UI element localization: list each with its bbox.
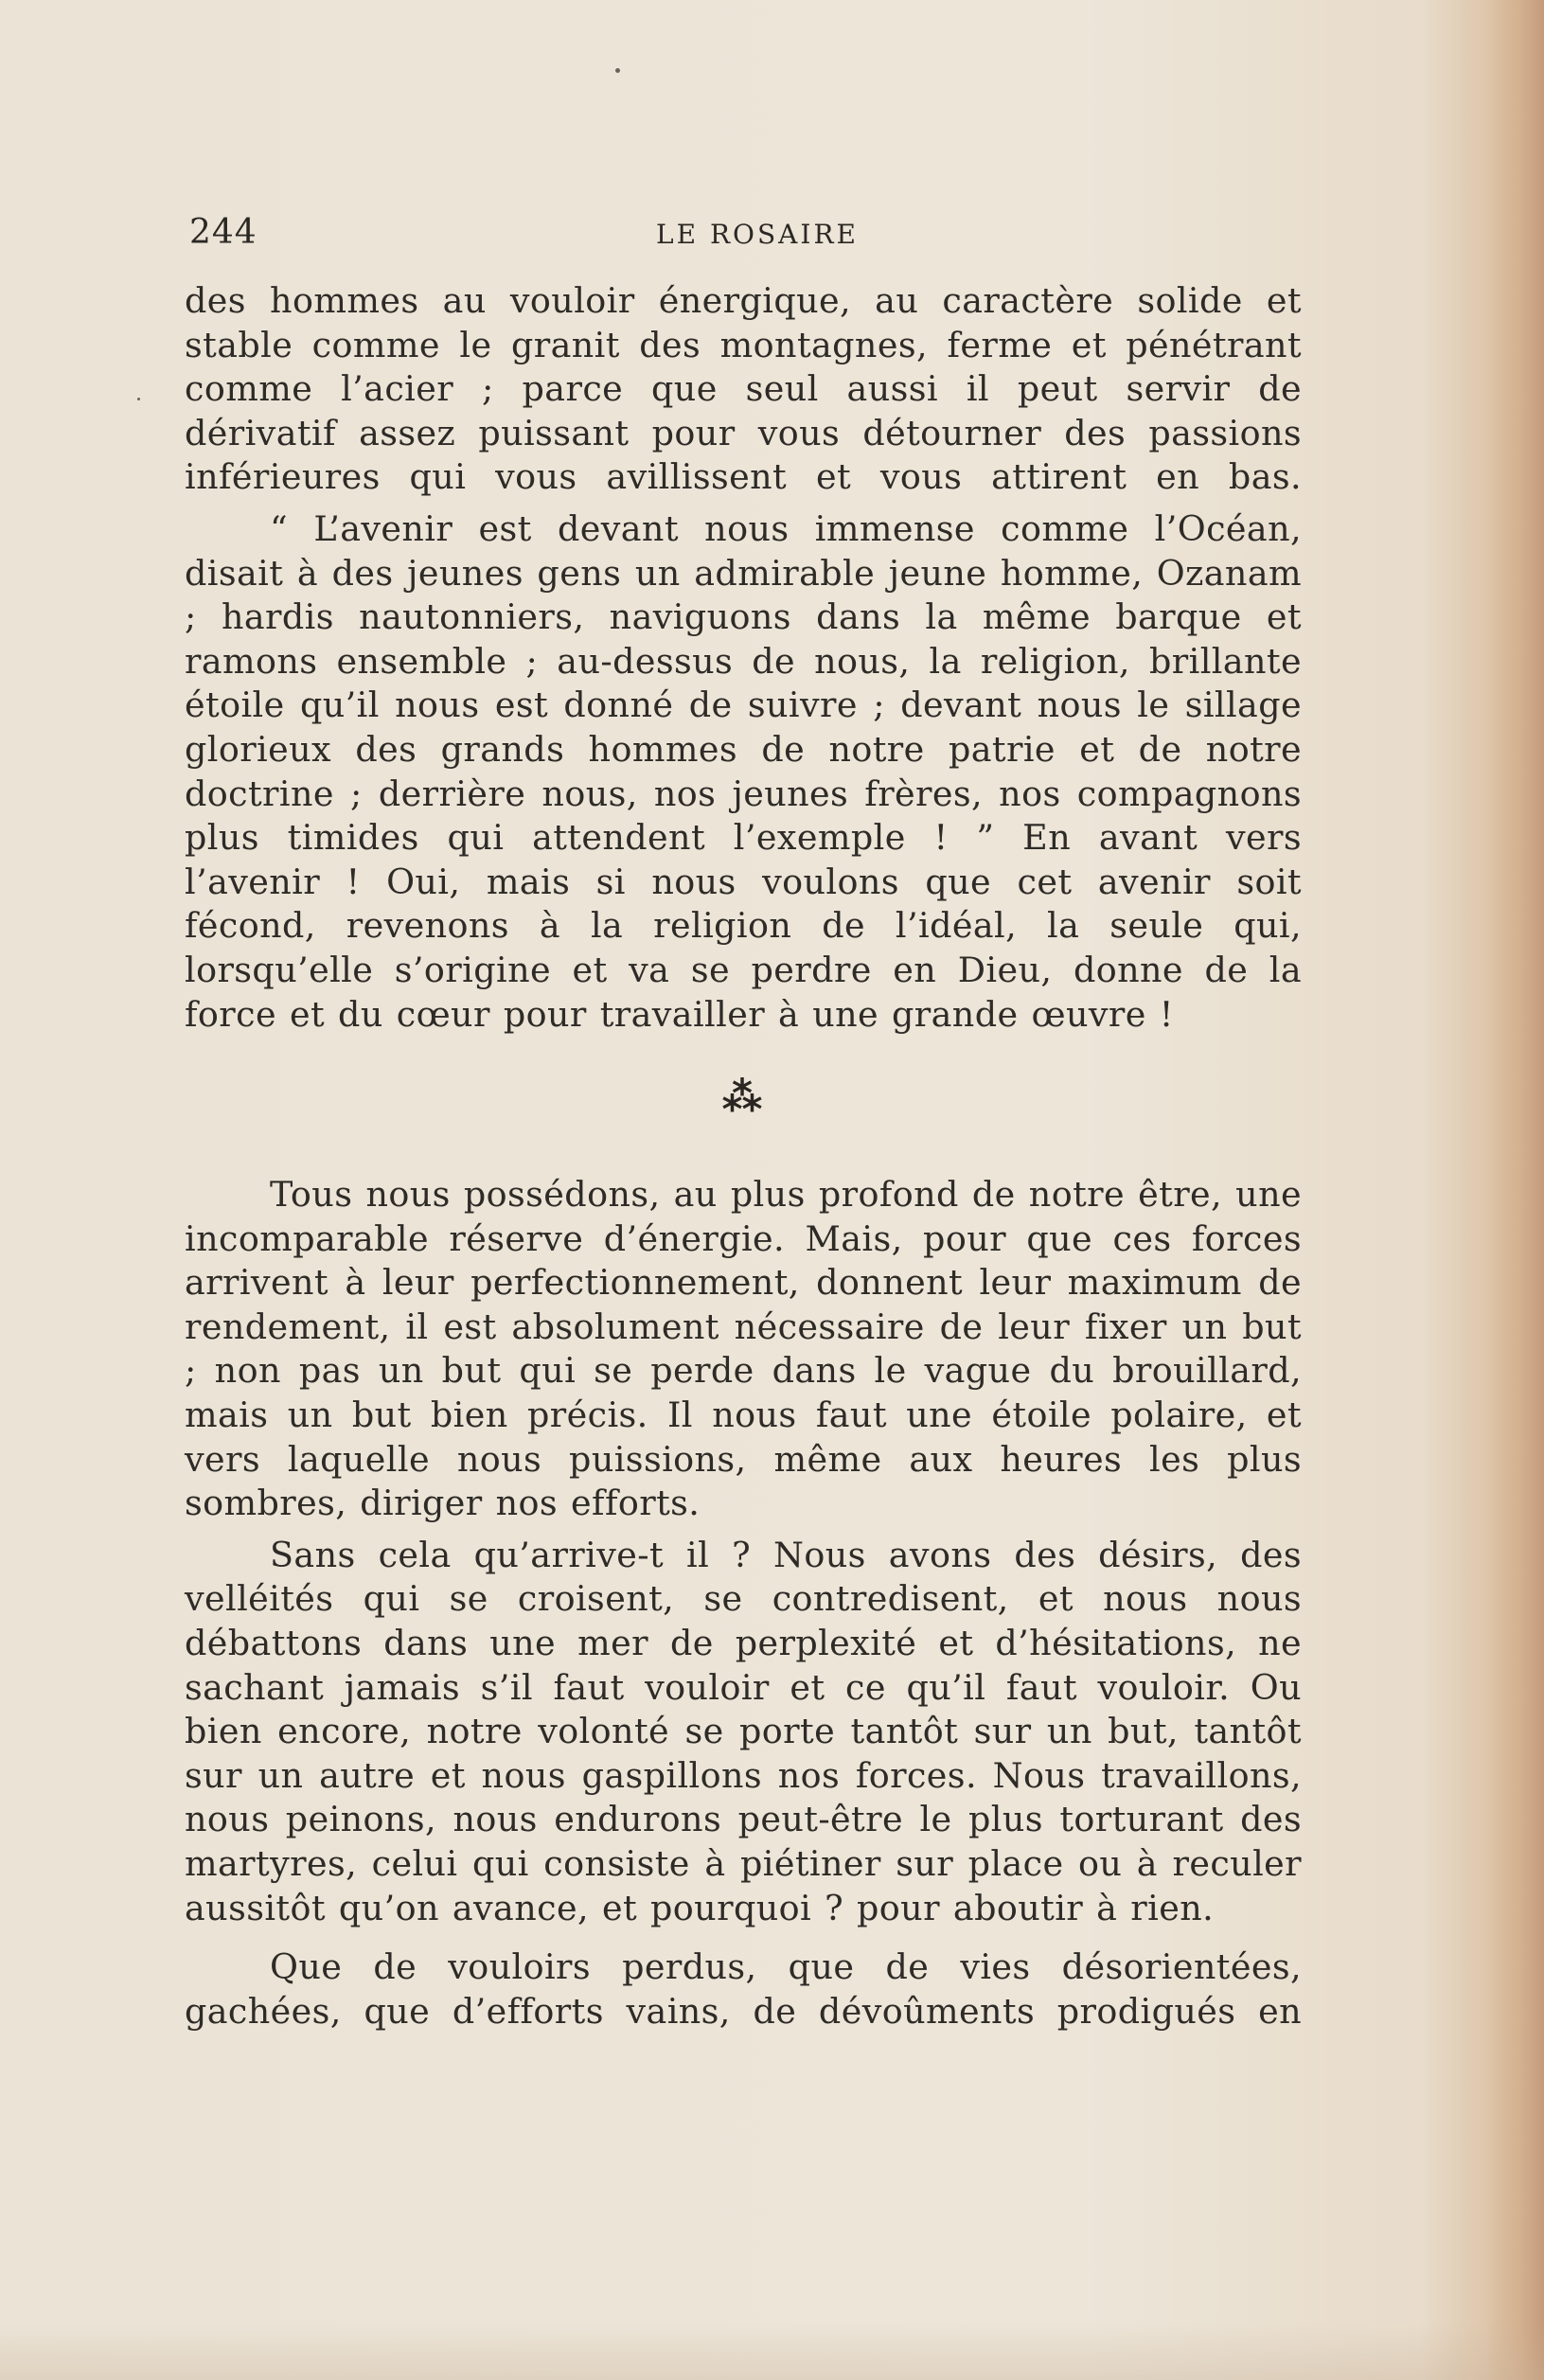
section-asterism: ⁂ xyxy=(721,1074,765,1121)
page-header xyxy=(189,213,1297,255)
ink-speck xyxy=(137,398,140,400)
paragraph-without-goal: Sans cela qu’arrive-t il ? Nous avons des désirs, des velléités qui se croisent, se contredisent, et nous nous débattons dans une mer de perplexité et d’hésitations, ne sachant jamais s’il faut vouloir et ce qu’il faut vouloir. Ou bien encore, notre volonté se porte tantôt sur un but, tantôt sur un autre et nous gaspillons nos forces. Nous travaillons, nous peinons, nous endurons peut-être le plus torturant des martyres, celui qui consiste à piétiner sur place ou à reculer aussitôt qu’on avance, et pourquoi ? pour aboutir à rien. xyxy=(185,1534,1302,1928)
ink-speck xyxy=(615,68,620,73)
paragraph-lost-wills: Que de vouloirs perdus, que de vies désorientées, gachées, que d’efforts vains, de dévoûments prodigués en xyxy=(185,1946,1302,2032)
page-bottom-shade xyxy=(0,2323,1544,2380)
running-title: LE ROSAIRE xyxy=(656,219,859,250)
paragraph-continuation: des hommes au vouloir énergique, au caractère solide et stable comme le granit des montagnes, ferme et pénétrant comme l’acier ; parce que seul aussi il peut servir de dérivatif assez puissant pour vous détourner des passions inférieures qui vous avillissent et vous attirent en bas. xyxy=(185,280,1302,498)
paragraph-ozanam-quote: “ L’avenir est devant nous immense comme l’Océan, disait à des jeunes gens un admirable jeune homme, Ozanam ; hardis nautonniers, naviguons dans la même barque et ramons ensemble ; au-dessus de nous, la religion, brillante étoile qu’il nous est donné de suivre ; devant nous le sillage glorieux des grands hommes de notre patrie et de notre doctrine ; derrière nous, nos jeunes frères, nos compagnons plus timides qui attendent l’exemple ! ” En avant vers l’avenir ! Oui, mais si nous voulons que cet avenir soit fécond, revenons à la religion de l’idéal, la seule qui, lorsqu’elle s’origine et va se perdre en Dieu, donne de la force et du cœur pour travailler à une grande œuvre ! xyxy=(185,507,1302,1035)
page-edge-shadow xyxy=(1487,0,1544,2380)
body-text xyxy=(185,279,1302,2034)
page-number: 244 xyxy=(189,213,257,252)
paragraph-energy: Tous nous possédons, au plus profond de notre être, une incomparable réserve d’énergie. Mais, pour que ces forces arrivent à leur perfectionnement, donnent leur maximum de rendement, il est absolument nécessaire de leur fixer un but ; non pas un but qui se perde dans le vague du brouillard, mais un but bien précis. Il nous faut une étoile polaire, et vers laquelle nous puissions, même aux heures les plus sombres, diriger nos efforts. xyxy=(185,1174,1302,1524)
